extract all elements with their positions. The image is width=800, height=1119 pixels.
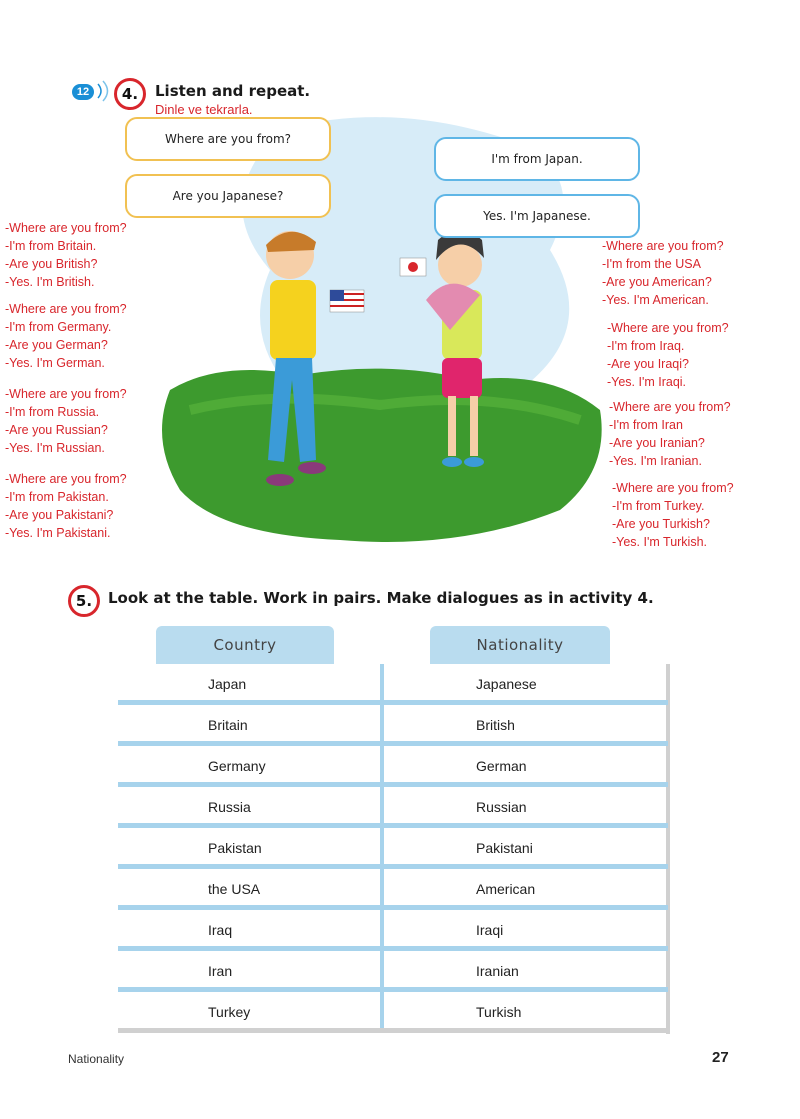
table-row bbox=[118, 910, 668, 951]
exercise-4-subtitle: Dinle ve tekrarla. bbox=[155, 102, 253, 117]
page-number: 27 bbox=[712, 1049, 729, 1066]
table-row bbox=[118, 951, 668, 992]
dialogue-line: -Where are you from? bbox=[607, 321, 729, 335]
dialogue-line: -Where are you from? bbox=[5, 221, 127, 235]
table-row bbox=[118, 828, 668, 869]
table-cell-country: Russia bbox=[208, 799, 251, 815]
table-cell-country: Iran bbox=[208, 963, 233, 979]
table-cell-country: the USA bbox=[208, 881, 261, 897]
dialogue-line: -Yes. I'm Russian. bbox=[5, 441, 105, 455]
table-cell-nationality: Japanese bbox=[476, 676, 537, 692]
dialogue-line: -I'm from Iran bbox=[609, 418, 683, 432]
exercise-5-number: 5. bbox=[68, 585, 100, 617]
dialogue-line: -Are you British? bbox=[5, 257, 98, 271]
dialogue-line: -Are you German? bbox=[5, 338, 108, 352]
table-cell-country: Iraq bbox=[208, 922, 233, 938]
table-cell-nationality: British bbox=[476, 717, 515, 733]
table-row bbox=[118, 705, 668, 746]
audio-track-number[interactable]: 12 bbox=[72, 84, 94, 100]
table-cell-country: Germany bbox=[208, 758, 266, 774]
table-cell-nationality: Iraqi bbox=[476, 922, 504, 938]
dialogue-line: -I'm from Pakistan. bbox=[5, 490, 109, 504]
dialogue-pakistan bbox=[5, 470, 127, 542]
table-cell-country: Britain bbox=[208, 717, 248, 733]
dialogue-line: -Yes. I'm American. bbox=[602, 293, 709, 307]
dialogue-line: -I'm from Germany. bbox=[5, 320, 112, 334]
table-cell-country: Turkey bbox=[208, 1004, 251, 1020]
speech-bubble-girl-1: I'm from Japan. bbox=[434, 137, 640, 181]
dialogue-russia bbox=[5, 385, 127, 457]
dialogue-britain bbox=[5, 219, 127, 291]
table-cell-nationality: Iranian bbox=[476, 963, 519, 979]
dialogue-line: -Yes. I'm British. bbox=[5, 275, 95, 289]
exercise-4-title: Listen and repeat. bbox=[155, 82, 311, 100]
nationality-table bbox=[118, 664, 672, 1034]
dialogue-iran bbox=[609, 398, 731, 470]
speech-bubble-boy-1: Where are you from? bbox=[125, 117, 331, 161]
dialogue-line: -Yes. I'm Turkish. bbox=[612, 535, 708, 549]
table-row bbox=[118, 992, 668, 1033]
dialogue-line: -I'm from Turkey. bbox=[612, 499, 705, 513]
dialogue-line: -Are you American? bbox=[602, 275, 712, 289]
dialogue-line: -Where are you from? bbox=[5, 387, 127, 401]
dialogue-line: -I'm from Britain. bbox=[5, 239, 97, 253]
dialogue-line: -Are you Iranian? bbox=[609, 436, 705, 450]
dialogue-germany bbox=[5, 300, 127, 372]
dialogue-line: -I'm from Russia. bbox=[5, 405, 100, 419]
dialogue-line: -Yes. I'm Iraqi. bbox=[607, 375, 687, 389]
table-row bbox=[118, 746, 668, 787]
dialogue-line: -Where are you from? bbox=[602, 239, 724, 253]
dialogue-line: -Are you Russian? bbox=[5, 423, 108, 437]
table-cell-nationality: Russian bbox=[476, 799, 527, 815]
table-header-country: Country bbox=[156, 626, 334, 664]
dialogue-line: -Yes. I'm Pakistani. bbox=[5, 526, 111, 540]
table-cell-country: Japan bbox=[208, 676, 247, 692]
dialogue-usa bbox=[602, 237, 724, 309]
footer-section-name: Nationality bbox=[68, 1052, 125, 1066]
table-row bbox=[118, 664, 668, 705]
dialogue-line: -Where are you from? bbox=[5, 302, 127, 316]
table-header-nationality: Nationality bbox=[430, 626, 610, 664]
table-cell-nationality: German bbox=[476, 758, 527, 774]
speech-bubble-boy-2: Are you Japanese? bbox=[125, 174, 331, 218]
table-cell-nationality: Pakistani bbox=[476, 840, 533, 856]
table-cell-country: Pakistan bbox=[208, 840, 262, 856]
table-cell-nationality: American bbox=[476, 881, 536, 897]
table-row bbox=[118, 869, 668, 910]
exercise-5-title: Look at the table. Work in pairs. Make dialogues as in activity 4. bbox=[108, 589, 654, 607]
dialogue-line: -Where are you from? bbox=[612, 481, 734, 495]
dialogue-line: -Yes. I'm German. bbox=[5, 356, 105, 370]
dialogue-iraq bbox=[607, 319, 729, 391]
dialogue-line: -Yes. I'm Iranian. bbox=[609, 454, 702, 468]
dialogue-line: -Are you Turkish? bbox=[612, 517, 710, 531]
exercise-4-number: 4. bbox=[114, 78, 146, 110]
table-cell-nationality: Turkish bbox=[476, 1004, 522, 1020]
dialogue-line: -Are you Pakistani? bbox=[5, 508, 114, 522]
dialogue-line: -Are you Iraqi? bbox=[607, 357, 689, 371]
dialogue-line: -Where are you from? bbox=[609, 400, 731, 414]
speech-bubble-girl-2: Yes. I'm Japanese. bbox=[434, 194, 640, 238]
dialogue-line: -Where are you from? bbox=[5, 472, 127, 486]
dialogue-turkey bbox=[612, 479, 734, 551]
table-row bbox=[118, 787, 668, 828]
dialogue-line: -I'm from the USA bbox=[602, 257, 701, 271]
dialogue-line: -I'm from Iraq. bbox=[607, 339, 685, 353]
